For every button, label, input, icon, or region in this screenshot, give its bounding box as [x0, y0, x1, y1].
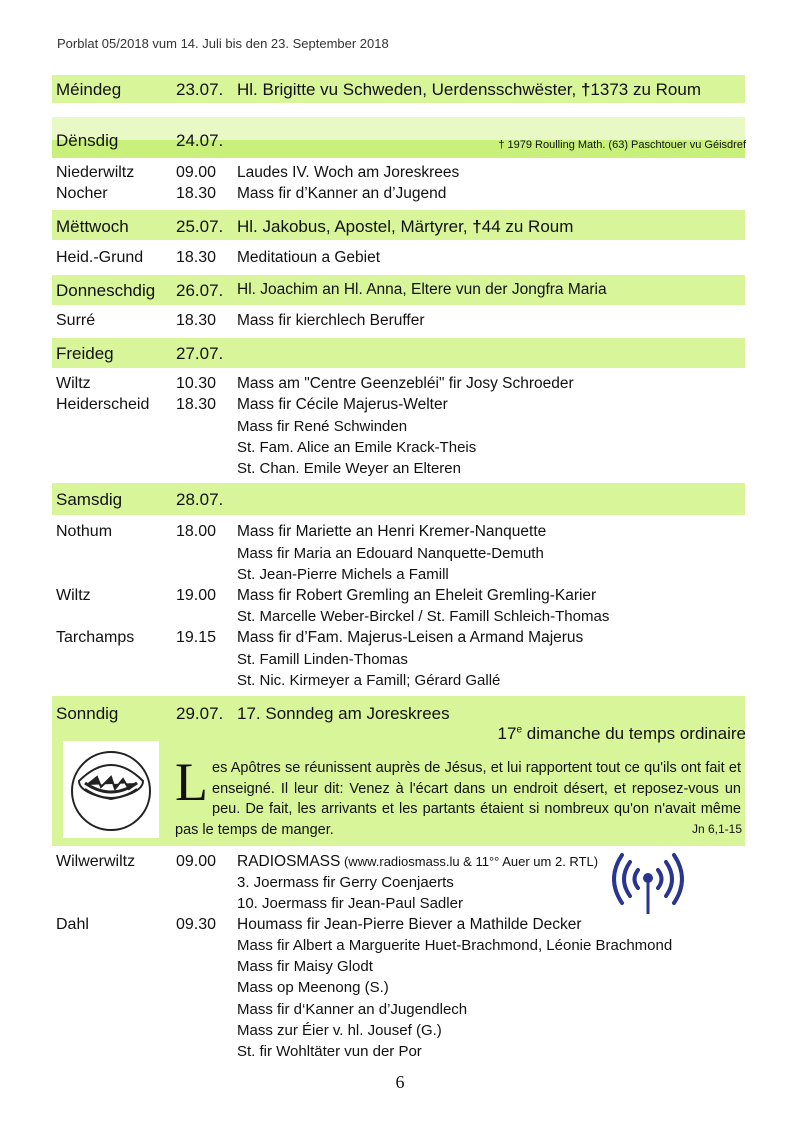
row-cont: [56, 439, 746, 461]
row-cont: [56, 958, 746, 980]
row-cont: [56, 672, 746, 694]
day-label: Samsdig: [56, 490, 123, 509]
time-label: 10.30: [176, 375, 217, 392]
row-niederwiltz: [56, 164, 746, 186]
row-densdig: [56, 131, 746, 153]
time-label: 09.00: [176, 853, 217, 870]
gospel-body: es Apôtres se réunissent auprès de Jésus, et lui rapportent tout ce qu'ils ont fait et enseigné. Il leur dit: Venez à l'écart dans un endroit désert, et reposez-vous un peu. De fait, les arrivants et les partants étaient si nombreux qu'on n'avait même pas le temps de manger.: [175, 760, 741, 838]
place-label: Wilwerwiltz: [56, 853, 136, 870]
keyword: Mass: [237, 375, 275, 392]
time-label: 18.30: [176, 249, 217, 266]
keyword: Houmass: [237, 916, 303, 933]
fr-sup: e: [516, 724, 523, 736]
time-label: 18.30: [176, 312, 217, 329]
keyword: RADIOSMASS: [237, 853, 341, 870]
row-cont: [56, 937, 746, 959]
keyword: Mass: [237, 587, 275, 604]
saint-rest: , Apostel, Märtyrer,: [325, 217, 473, 236]
entry-text: fir d’Fam. Majerus-Leisen a Armand Majerus: [274, 629, 584, 646]
place-label: Heid.-Grund: [56, 249, 144, 266]
row-dahl: [56, 916, 746, 938]
keyword: Mass: [237, 629, 275, 646]
place-label: Tarchamps: [56, 629, 135, 646]
row-cont: [56, 608, 746, 630]
page-number: 6: [395, 1072, 405, 1092]
page-header: Porblat 05/2018 vum 14. Juli bis den 23. September 2018: [57, 36, 389, 51]
time-label: 19.15: [176, 629, 217, 646]
entry-text: St. Chan. Emile Weyer an Elteren: [237, 460, 461, 477]
saint-rest: , Uerdensschwëster,: [422, 80, 581, 99]
entry-text: Mass zur Éier v. hl. Jousef (G.): [237, 1022, 442, 1039]
obituary-note: † 1979 Roulling Math. (63) Paschtouer vu Géisdref: [498, 139, 746, 151]
sunday-title: 17. Sonndeg am Joreskrees: [237, 704, 450, 723]
entry-text: Mass fir Albert a Marguerite Huet-Brachmond, Léonie Brachmond: [237, 937, 673, 954]
keyword: Meditatioun a Gebiet: [237, 249, 381, 266]
place-label: Heiderscheid: [56, 396, 150, 413]
date-label: 23.07.: [176, 80, 224, 99]
keyword: Mass: [237, 396, 275, 413]
row-nothum: [56, 523, 746, 545]
entry-text: am "Centre Geenzebléi" fir Josy Schroeder: [274, 375, 574, 392]
entry-text: fir Cécile Majerus-Welter: [274, 396, 448, 413]
row-sonndig: [56, 704, 746, 726]
time-label: 19.00: [176, 587, 217, 604]
time-label: 18.30: [176, 396, 217, 413]
date-label: 26.07.: [176, 281, 224, 300]
row-sonndig-fr: [56, 724, 746, 746]
date-label: 27.07.: [176, 344, 224, 363]
row-cont: [56, 566, 746, 588]
place-label: Surré: [56, 312, 96, 329]
row-tarchamps: [56, 629, 746, 651]
saint-name: Hl. Brigitte vu Schweden: [237, 80, 423, 99]
date-label: 29.07.: [176, 704, 224, 723]
gospel-reference: Jn 6,1-15: [691, 822, 742, 836]
row-nocher: [56, 185, 746, 207]
row-freideg: [56, 344, 746, 366]
row-cont: [56, 460, 746, 482]
entry-text: fir kierchlech Beruffer: [274, 312, 425, 329]
row-cont: [56, 1043, 746, 1065]
entry-text: fir Jean-Pierre Biever a Mathilde Decker: [302, 916, 582, 933]
day-label: Sonndig: [56, 704, 119, 723]
time-label: 18.30: [176, 185, 217, 202]
keyword: Mass: [237, 312, 275, 329]
entry-text: IV. Woch am Joreskrees: [287, 164, 460, 181]
row-cont: [56, 418, 746, 440]
place-label: Dahl: [56, 916, 89, 933]
time-label: 18.00: [176, 523, 217, 540]
entry-text: fir Robert Gremling an Eheleit Gremling-Karier: [274, 587, 597, 604]
row-cont: [56, 545, 746, 567]
place-label: Niederwiltz: [56, 164, 135, 181]
saint-text: [237, 80, 701, 100]
radio-waves-icon: [612, 852, 684, 916]
entry-text: St. Famill Linden-Thomas: [237, 651, 408, 668]
row-surre: [56, 312, 746, 334]
entry-text: St. Fam. Alice an Emile Krack-Theis: [237, 439, 477, 456]
keyword: Laudes: [237, 164, 288, 181]
place-label: Wiltz: [56, 375, 91, 392]
time-label: 09.00: [176, 164, 217, 181]
saint-name: Hl. Jakobus: [237, 217, 326, 236]
fr-num: 17: [497, 724, 517, 743]
cross-icon: †: [472, 217, 482, 236]
entry-text: 10. Joermass fir Jean-Paul Sadler: [237, 895, 463, 912]
date-label: 25.07.: [176, 217, 224, 236]
date-label: 28.07.: [176, 490, 224, 509]
row-cont: [56, 979, 746, 1001]
day-label: Mëttwoch: [56, 217, 129, 236]
entry-text: St. fir Wohltäter vun der Por: [237, 1043, 422, 1060]
day-label: Dënsdig: [56, 131, 119, 150]
place-label: Nothum: [56, 523, 113, 540]
date-label: 24.07.: [176, 131, 224, 150]
row-samsdig: [56, 490, 746, 512]
row-wiltz1: [56, 375, 746, 397]
entry-text: St. Jean-Pierre Michels a Famill: [237, 566, 449, 583]
entry-text: Mass fir Maisy Glodt: [237, 958, 373, 975]
gospel-text: [175, 752, 741, 840]
row-meindeg: [56, 80, 746, 102]
entry-text: Mass fir Maria an Edouard Nanquette-Demuth: [237, 545, 544, 562]
drop-cap: L: [175, 752, 208, 812]
time-label: 09.30: [176, 916, 217, 933]
entry-text: 3. Joermass fir Gerry Coenjaerts: [237, 874, 454, 891]
day-label: Freideg: [56, 344, 114, 363]
row-heidgrund: [56, 249, 746, 271]
fr-text: dimanche du temps ordinaire: [522, 724, 746, 743]
entry-text: St. Marcelle Weber-Birckel / St. Famill Schleich-Thomas: [237, 608, 610, 625]
row-cont: [56, 1001, 746, 1023]
row-donneschdig: [56, 281, 746, 303]
entry-text: fir d’Kanner an d’Jugend: [274, 185, 447, 202]
row-heiderscheid: [56, 396, 746, 418]
row-cont: [56, 1022, 746, 1044]
entry-text: Mass fir René Schwinden: [237, 418, 408, 435]
row-mettwoch: [56, 217, 746, 239]
saint-text: Hl. Joachim an Hl. Anna, Eltere vun der Jongfra Maria: [237, 281, 607, 298]
saint-rest2: 44 zu Roum: [481, 217, 574, 236]
bread-basket-icon: [63, 741, 159, 838]
entry-text: fir Mariette an Henri Kremer-Nanquette: [274, 523, 547, 540]
cross-icon: †: [580, 80, 591, 99]
day-label: Donneschdig: [56, 281, 156, 300]
saint-rest2: 1373 zu Roum: [590, 80, 701, 99]
place-label: Nocher: [56, 185, 108, 202]
row-cont: [56, 651, 746, 673]
keyword: Mass: [237, 185, 275, 202]
entry-text: Mass op Meenong (S.): [237, 979, 389, 996]
french-title: [498, 724, 746, 744]
place-label: Wiltz: [56, 587, 91, 604]
entry-text: St. Nic. Kirmeyer a Famill; Gérard Gallé: [237, 672, 501, 689]
entry-text: (www.radiosmass.lu & 11°° Auer um 2. RTL): [340, 854, 599, 869]
entry-text: Mass fir d‘Kanner an d’Jugendlech: [237, 1001, 468, 1018]
row-wiltz2: [56, 587, 746, 609]
day-label: Méindeg: [56, 80, 122, 99]
keyword: Mass: [237, 523, 275, 540]
